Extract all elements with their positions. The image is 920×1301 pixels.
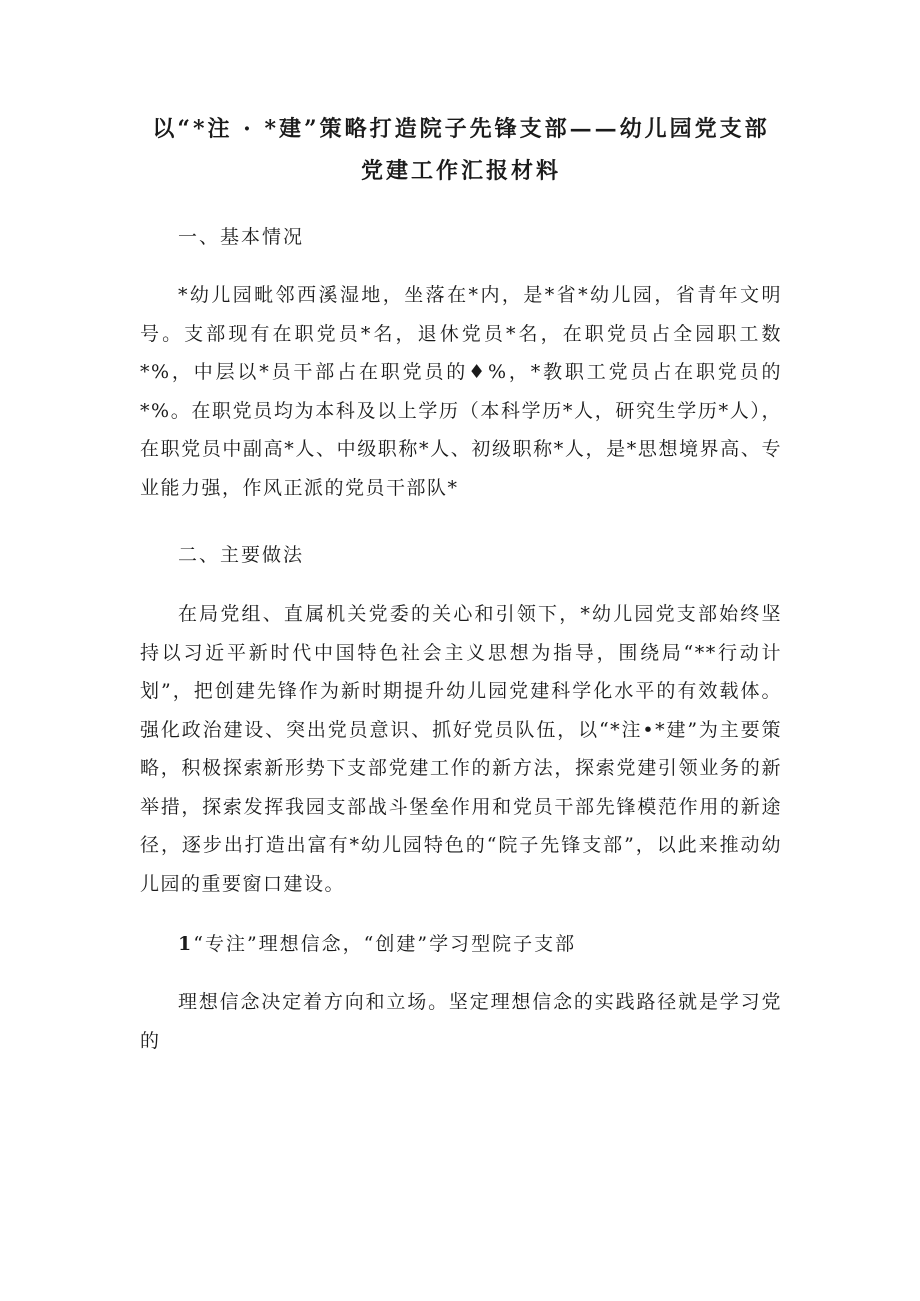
subsection-heading-text: “专注”理想信念，“创建”学习型院子支部	[193, 933, 577, 955]
section-paragraph-basic-situation: *幼儿园毗邻西溪湿地，坐落在*内，是*省*幼儿园，省青年文明号。支部现有在职党员*名，退休党员*名，在职党员占全园职工数*%，中层以*员干部占在职党员的♦%，*教职工党员占在职党员的*%。在职党员均为本科及以上学历（本科学历*人，研究生学历*人），在职党员中副高*人、中级职称*人、初级职称*人，是*思想境界高、专业能力强，作风正派的党员干部队*	[140, 284, 782, 499]
document-title: 以“*注 · *建”策略打造院子先锋支部——幼儿园党支部党建工作汇报材料	[152, 116, 770, 184]
section-heading-main-practices: 二、主要做法	[178, 544, 305, 566]
subsection-number: 1	[178, 933, 194, 955]
subsection-heading	[140, 929, 782, 959]
section-paragraph-main-practices: 在局党组、直属机关党委的关心和引领下，*幼儿园党支部始终坚持以习近平新时代中国特色社会主义思想为指导，围绕局“**行动计划”，把创建先锋作为新时期提升幼儿园党建科学化水平的有效载体。强化政治建设、突出党员意识、抓好党员队伍，以“*注•*建”为主要策略，积极探索新形势下支部党建工作的新方法，探索党建引领业务的新举措，探索发挥我园支部战斗堡垒作用和党员干部先锋模范作用的新途径，逐步出打造出富有*幼儿园特色的“院子先锋支部”，以此来推动幼儿园的重要窗口建设。	[140, 603, 782, 895]
subsection-paragraph: 理想信念决定着方向和立场。坚定理想信念的实践路径就是学习党的	[140, 991, 782, 1052]
section-heading-basic-situation: 一、基本情况	[178, 226, 305, 248]
